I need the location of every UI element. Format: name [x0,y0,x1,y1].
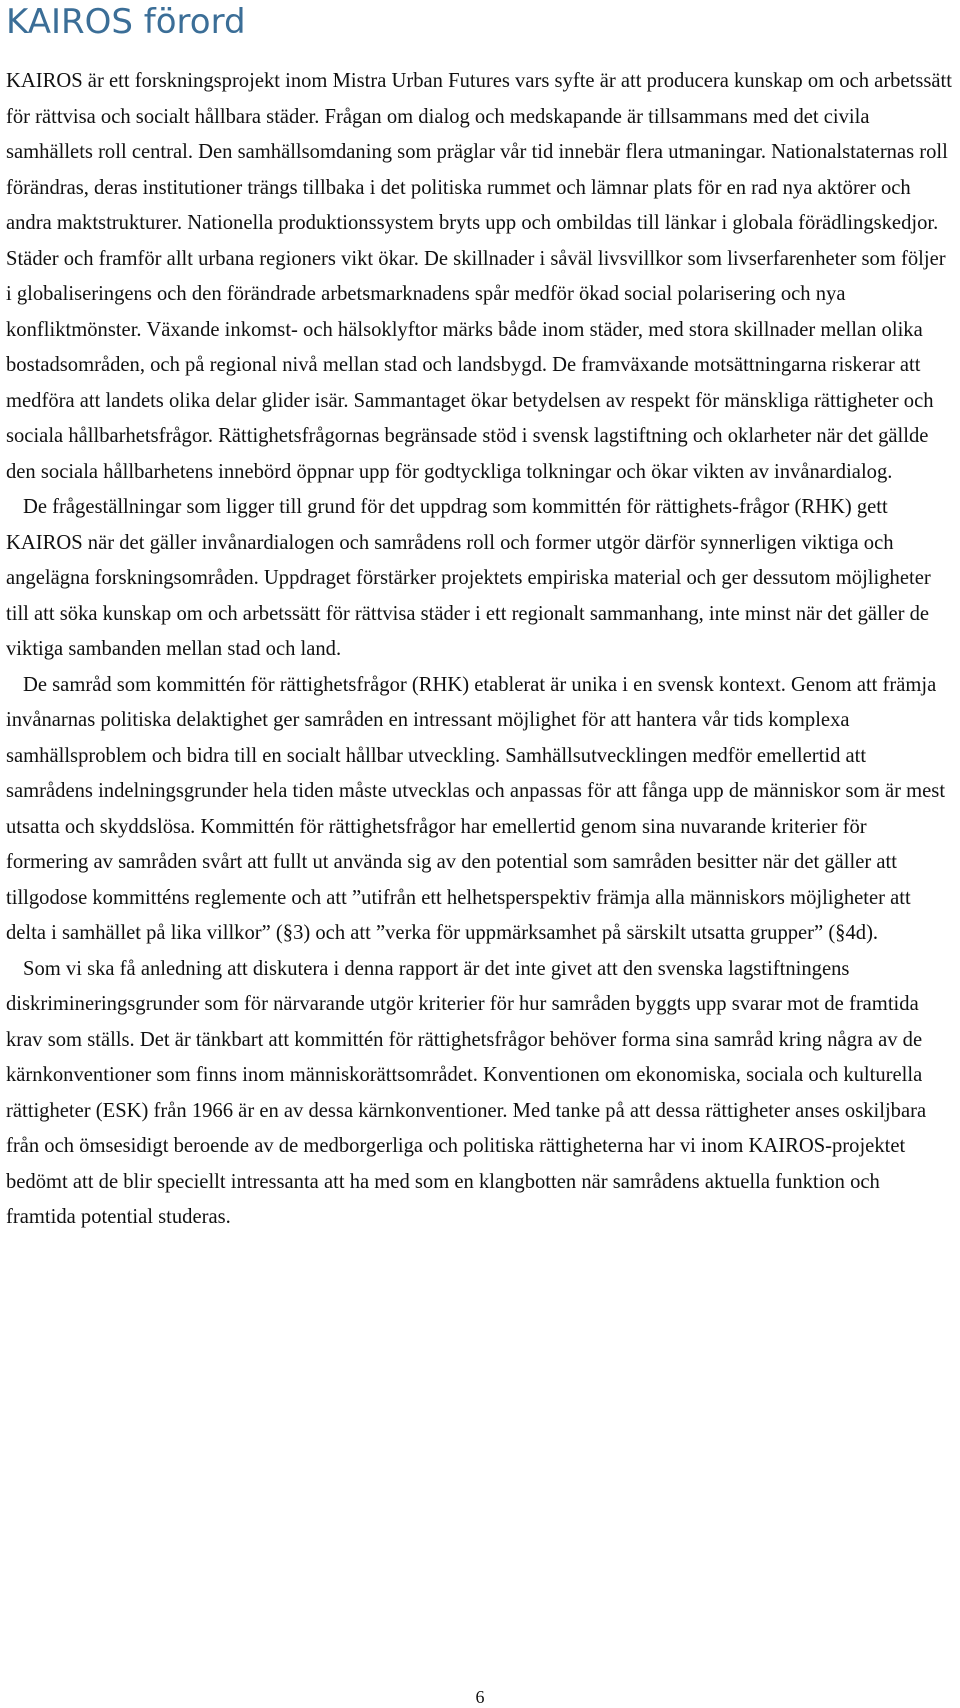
paragraph-4: Som vi ska få anledning att diskutera i denna rapport är det inte givet att den svenska lagstiftningens diskrimineringsgrunder som för närvarande utgör kriterier för hur samråden byggts upp svarar mot de framtida krav som ställs. Det är tänkbart att kommittén för rättighetsfrågor behöver forma sina samråd kring några av de kärnkonventioner som finns inom människorättsområdet. Konventionen om ekonomiska, sociala och kulturella rättigheter (ESK) från 1966 är en av dessa kärnkonventioner. Med tanke på att dessa rättigheter anses oskiljbara från och ömsesidigt beroende av de medborgerliga och politiska rättigheterna har vi inom KAIROS-projektet bedömt att de blir speciellt intressanta att ha med som en klangbotten när samrådens aktuella funktion och framtida potential studeras. [6,957,927,1228]
paragraph-3: De samråd som kommittén för rättighetsfrågor (RHK) etablerat är unika i en svensk kontext. Genom att främja invånarnas politiska delaktighet ger samråden en intressant möjlighet för att hantera vår tids komplexa samhällsproblem och bidra till en socialt hållbar utveckling. Samhällsutvecklingen medför emellertid att samrådens indelningsgrunder hela tiden måste utvecklas och anpassas för att fånga upp de människor som är mest utsatta och skyddslösa. Kommittén för rättighetsfrågor har emellertid genom sina nuvarande kriterier för formering av samråden svårt att fullt ut använda sig av den potential som samråden besitter när det gäller att tillgodose kommitténs reglemente och att ”utifrån ett helhetsperspektiv främja alla människors möjligheter att delta i samhället på lika villkor” (§3) och att ”verka för uppmärksamhet på särskilt utsatta grupper” (§4d). [6,673,946,944]
paragraph-1: KAIROS är ett forskningsprojekt inom Mistra Urban Futures vars syfte är att producera kunskap om och arbetssätt för rättvisa och socialt hållbara städer. Frågan om dialog och medskapande är tillsammans med det civila samhällets roll central. Den samhällsomdaning som präglar vår tid innebär flera utmaningar. Nationalstaternas roll förändras, deras institutioner trängs tillbaka i det politiska rummet och lämnar plats för en rad nya aktörer och andra maktstrukturer. Nationella produktionssystem bryts upp och ombildas till länkar i globala förädlingskedjor. Städer och framför allt urbana regioners vikt ökar. De skillnader i såväl livsvillkor som livserfarenheter som följer i globaliseringens och den förändrade arbetsmarknadens spår medför ökad social polarisering och nya konfliktmönster. Växande inkomst- och hälsoklyftor märks både inom städer, med stora skillnader mellan olika bostadsområden, och på regional nivå mellan stad och landsbygd. De framväxande motsättningarna riskerar att medföra att landets olika delar glider isär. Sammantaget ökar betydelsen av respekt för mänskliga rättigheter och sociala hållbarhetsfrågor. Rättighetsfrågornas begränsade stöd i svensk lagstiftning och oklarheter när det gällde den sociala hållbarhetens innebörd öppnar upp för godtyckliga tolkningar och ökar vikten av invånardialog. [6,70,952,483]
page-number: 6 [475,1687,485,1707]
paragraph-2: De frågeställningar som ligger till grund för det uppdrag som kommittén för rättighets-frågor (RHK) gett KAIROS när det gäller invånardialogen och samrådens roll och former utgör därför synnerligen viktiga och angelägna forskningsområden. Uppdraget förstärker projektets empiriska material och ger dessutom möjligheter till att söka kunskap om och arbetssätt för rättvisa städer i ett regionalt sammanhang, inte minst när det gäller de viktiga sambanden mellan stad och land. [6,496,931,660]
page-title: KAIROS förord [6,2,246,42]
body-text [6,64,954,1236]
